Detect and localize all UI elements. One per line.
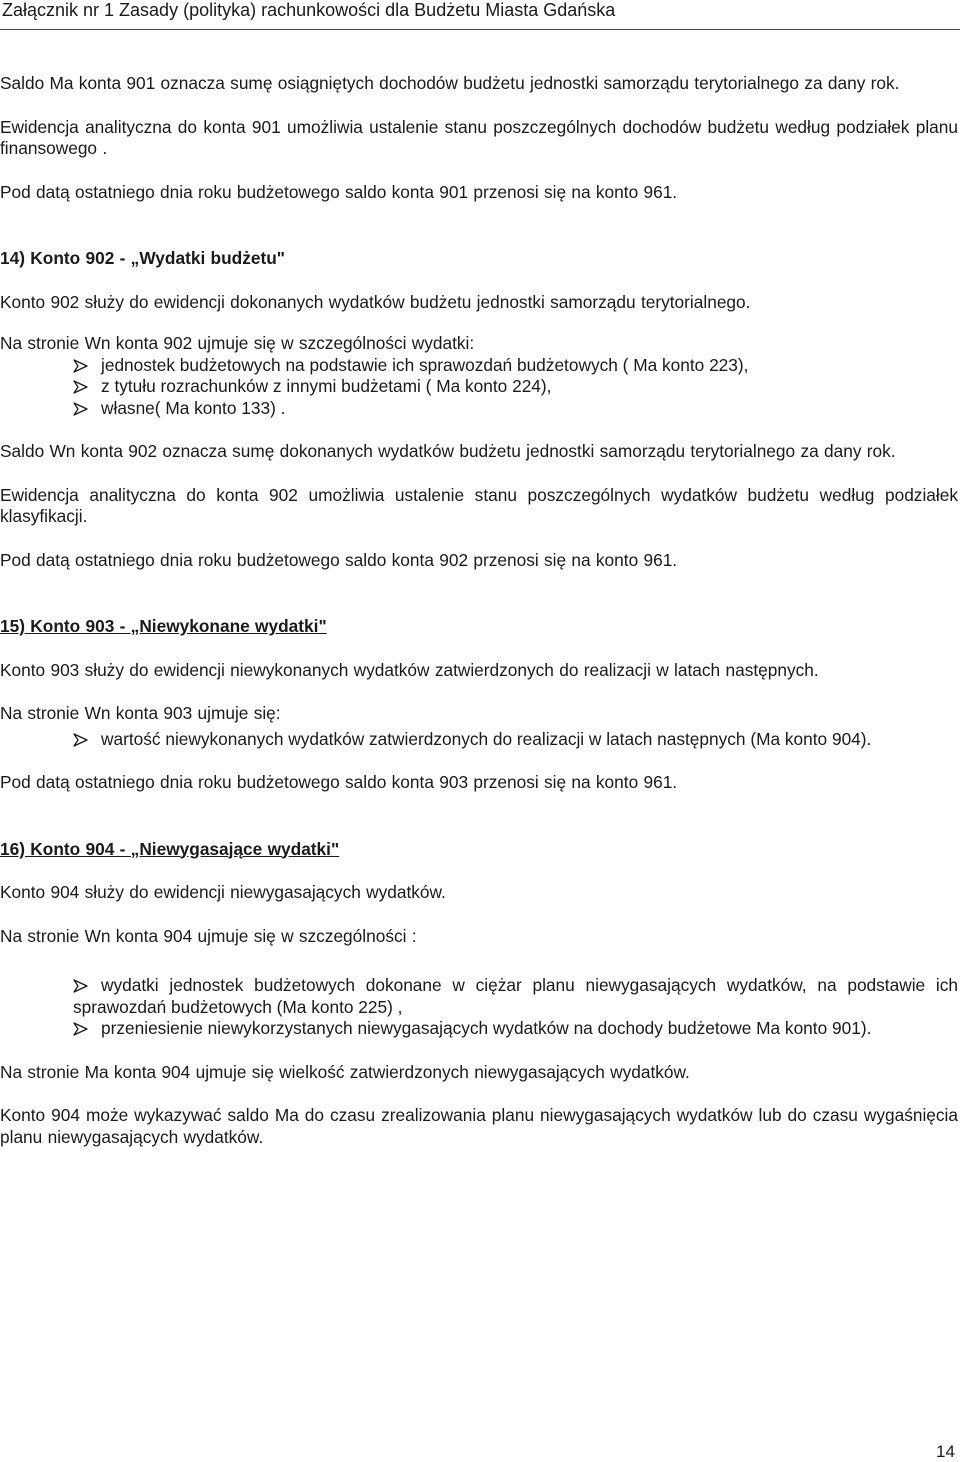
arrow-bullet-icon [73,402,89,416]
paragraph-transfer-901: Pod datą ostatniego dnia roku budżetowego saldo konta 901 przenosi się na konto 961. [0,181,678,202]
paragraph-purpose-902: Konto 902 służy do ewidencji dokonanych wydatków budżetu jednostki samorządu terytorialnego. [0,291,751,312]
paragraph-ma-904: Na stronie Ma konta 904 ujmuje się wielkość zatwierdzonych niewygasających wydatków. [0,1061,690,1082]
document-body [0,73,958,1148]
running-header: Załącznik nr 1 Zasady (polityka) rachunkowości dla Budżetu Miasta Gdańska [2,0,616,20]
section-heading-904: 16) Konto 904 - „Niewygasające wydatki" [0,838,340,859]
list-item [73,355,958,377]
arrow-bullet-icon [73,359,89,373]
arrow-bullet-icon [73,979,89,993]
paragraph-wn-903: Na stronie Wn konta 903 ujmuje się: [0,703,281,723]
header-rule [0,29,960,30]
paragraph-purpose-903: Konto 903 służy do ewidencji niewykonanych wydatków zatwierdzonych do realizacji w latach następnych. [0,659,819,680]
paragraph-transfer-902: Pod datą ostatniego dnia roku budżetowego saldo konta 902 przenosi się na konto 961. [0,549,678,570]
paragraph-ewidencja-902: Ewidencja analityczna do konta 902 umożliwia ustalenie stanu poszczególnych wydatków budżetu według podziałek klasyfikacji. [0,484,958,526]
paragraph-wn-902: Na stronie Wn konta 902 ujmuje się w szczególności wydatki: [0,333,475,353]
paragraph-purpose-904: Konto 904 służy do ewidencji niewygasających wydatków. [0,882,446,902]
list-item [73,376,958,398]
paragraph-ewidencja-901: Ewidencja analityczna do konta 901 umożliwia ustalenie stanu poszczególnych dochodów budżetu według podziałek planu finansowego . [0,116,958,158]
paragraph-saldo-901: Saldo Ma konta 901 oznacza sumę osiągniętych dochodów budżetu jednostki samorządu terytorialnego za dany rok. [0,73,900,93]
arrow-bullet-icon [73,1022,89,1036]
section-heading-902: 14) Konto 902 - „Wydatki budżetu" [0,248,285,268]
list-item-text: przeniesienie niewykorzystanych niewygasających wydatków na dochody budżetowe Ma konto 901). [101,1018,872,1038]
paragraph-transfer-903: Pod datą ostatniego dnia roku budżetowego saldo konta 903 przenosi się na konto 961. [0,772,678,792]
list-wn-902 [0,355,958,420]
list-item-text: z tytułu rozrachunków z innymi budżetami ( Ma konto 224), [101,376,552,396]
arrow-bullet-icon [73,380,89,394]
paragraph-wn-904: Na stronie Wn konta 904 ujmuje się w szczególności : [0,925,417,946]
list-item-text: własne( Ma konto 133) . [101,397,286,418]
paragraph-saldo-902: Saldo Wn konta 902 oznacza sumę dokonanych wydatków budżetu jednostki samorządu terytorialnego za dany rok. [0,441,896,461]
list-item [73,975,958,1018]
arrow-bullet-icon [73,733,89,747]
list-wn-903 [0,729,958,751]
section-heading-903: 15) Konto 903 - „Niewykonane wydatki" [0,616,327,636]
list-item-text: wartość niewykonanych wydatków zatwierdzonych do realizacji w latach następnych (Ma konto 904). [101,728,872,749]
page-number: 14 [936,1442,955,1461]
list-item [73,398,958,420]
list-item [73,1018,958,1040]
list-item [73,729,958,751]
list-item-text: wydatki jednostek budżetowych dokonane w ciężar planu niewygasających wydatków, na podstawie ich sprawozdań budżetowych (Ma konto 225) , [73,975,958,1017]
list-item-text: jednostek budżetowych na podstawie ich sprawozdań budżetowych ( Ma konto 223), [101,354,749,375]
list-wn-904 [0,975,958,1040]
paragraph-saldo-904: Konto 904 może wykazywać saldo Ma do czasu zrealizowania planu niewygasających wydatków lub do czasu wygaśnięcia planu niewygasających wydatków. [0,1105,958,1147]
